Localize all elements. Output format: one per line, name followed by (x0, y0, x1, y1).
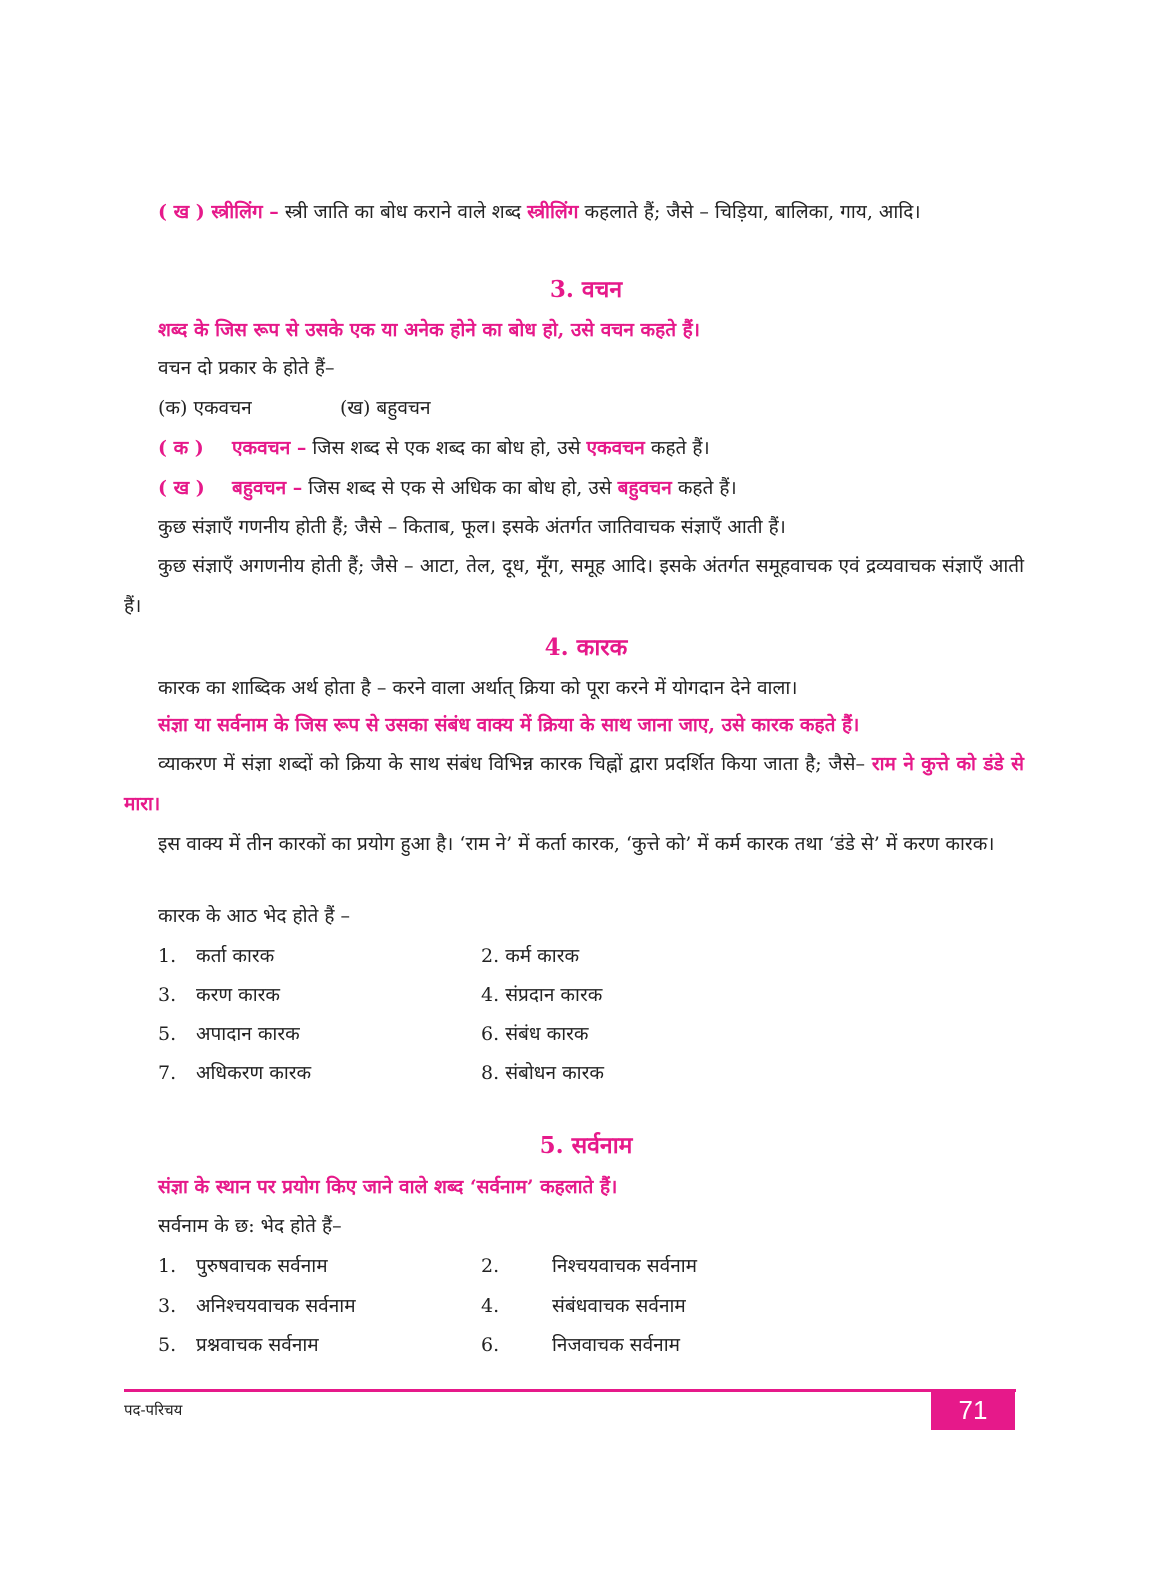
ekvachan-text: जिस शब्द से एक शब्द का बोध हो, उसे (306, 437, 587, 459)
karak-type-3: 3. करण कारक (158, 984, 281, 1006)
streeling-label: ( ख ) स्त्रीलिंग – (158, 201, 279, 223)
vachan-heading: 3. वचन (549, 276, 623, 303)
countable-line: कुछ संज्ञाएँ गणनीय होती हैं; जैसे – किताब, फूल। इसके अंतर्गत जातिवाचक संज्ञाएँ आती हैं। (158, 516, 786, 538)
vachan-type-b: (ख) बहुवचन (340, 397, 431, 419)
bahuvachan-label: ( ख ) (158, 477, 205, 499)
sarvanam-type-2-name: निश्चयवाचक सर्वनाम (552, 1255, 698, 1277)
sarvanam-types-intro: सर्वनाम के छ: भेद होते हैं– (158, 1215, 342, 1237)
sarvanam-type-1: 1. पुरुषवाचक सर्वनाम (158, 1255, 328, 1277)
bahuvachan-term: बहुवचन – (232, 477, 303, 499)
streeling-term: स्त्रीलिंग (527, 201, 579, 223)
page-number: 71 (931, 1390, 1015, 1430)
ekvachan-label: ( क ) (158, 437, 204, 459)
sarvanam-type-5: 5. प्रश्नवाचक सर्वनाम (158, 1334, 319, 1356)
sarvanam-type-4-name: संबंधवाचक सर्वनाम (552, 1295, 686, 1317)
karak-explanation: इस वाक्य में तीन कारकों का प्रयोग हुआ है। ‘राम ने’ में कर्ता कारक, ‘कुत्ते को’ में कर्म कारक तथा ‘डंडे से’ में करण कारक। (158, 833, 995, 855)
karak-meaning: कारक का शाब्दिक अर्थ होता है – करने वाला अर्थात् क्रिया को पूरा करने में योगदान देने वाला। (158, 677, 798, 699)
sarvanam-type-3: 3. अनिश्चयवाचक सर्वनाम (158, 1295, 356, 1317)
karak-type-5: 5. अपादान कारक (158, 1023, 300, 1045)
bahuvachan-term-2: बहुवचन (617, 477, 672, 499)
vachan-definition: शब्द के जिस रूप से उसके एक या अनेक होने का बोध हो, उसे वचन कहते हैं। (158, 319, 700, 341)
sarvanam-definition: संज्ञा के स्थान पर प्रयोग किए जाने वाले शब्द ‘सर्वनाम’ कहलाते हैं। (158, 1176, 618, 1198)
karak-type-1: 1. कर्ता कारक (158, 945, 275, 967)
sarvanam-type-6-name: निजवाचक सर्वनाम (552, 1334, 680, 1356)
karak-example-text: व्याकरण में संज्ञा शब्दों को क्रिया के साथ संबंध विभिन्न कारक चिह्नों द्वारा प्रदर्शित किया जाता है; जैसे– (158, 753, 872, 775)
karak-type-6: 6. संबंध कारक (481, 1023, 589, 1045)
karak-type-7: 7. अधिकरण कारक (158, 1062, 312, 1084)
karak-type-8: 8. संबोधन कारक (481, 1062, 604, 1084)
vachan-types-intro: वचन दो प्रकार के होते हैं– (158, 357, 335, 379)
ekvachan-term-2: एकवचन (586, 437, 645, 459)
streeling-paragraph (124, 192, 1024, 232)
ekvachan-line (158, 434, 710, 462)
streeling-text: स्त्री जाति का बोध कराने वाले शब्द (278, 201, 528, 223)
sarvanam-type-4-num: 4. (481, 1295, 500, 1317)
karak-heading: 4. कारक (544, 634, 628, 661)
karak-example-sentence: राम ने कुत्ते को डंडे से मारा। (124, 753, 1024, 815)
bahuvachan-text-2: कहते हैं। (671, 477, 737, 499)
ekvachan-text-2: कहते हैं। (644, 437, 710, 459)
karak-example-paragraph (124, 744, 1024, 824)
karak-type-4: 4. संप्रदान कारक (481, 984, 603, 1006)
sarvanam-type-6-num: 6. (481, 1334, 500, 1356)
streeling-text-2: कहलाते हैं; जैसे – चिड़िया, बालिका, गाय, आदि। (578, 201, 921, 223)
bahuvachan-line (158, 474, 737, 502)
vachan-type-a: (क) एकवचन (158, 397, 252, 419)
uncountable-paragraph: कुछ संज्ञाएँ अगणनीय होती हैं; जैसे – आटा, तेल, दूध, मूँग, समूह आदि। इसके अंतर्गत समूहवाचक एवं द्रव्यवाचक संज्ञाएँ आती हैं। (124, 555, 1024, 617)
karak-definition: संज्ञा या सर्वनाम के जिस रूप से उसका संबंध वाक्य में क्रिया के साथ जाना जाए, उसे कारक कहते हैं। (158, 714, 860, 736)
ekvachan-term: एकवचन – (232, 437, 307, 459)
karak-types-intro: कारक के आठ भेद होते हैं – (158, 905, 351, 927)
karak-type-2: 2. कर्म कारक (481, 945, 580, 967)
sarvanam-heading: 5. सर्वनाम (539, 1132, 633, 1159)
sarvanam-type-2-num: 2. (481, 1255, 500, 1277)
footer-chapter: पद-परिचय (124, 1401, 183, 1419)
bahuvachan-text: जिस शब्द से एक से अधिक का बोध हो, उसे (302, 477, 618, 499)
footer-rule (124, 1389, 1016, 1392)
